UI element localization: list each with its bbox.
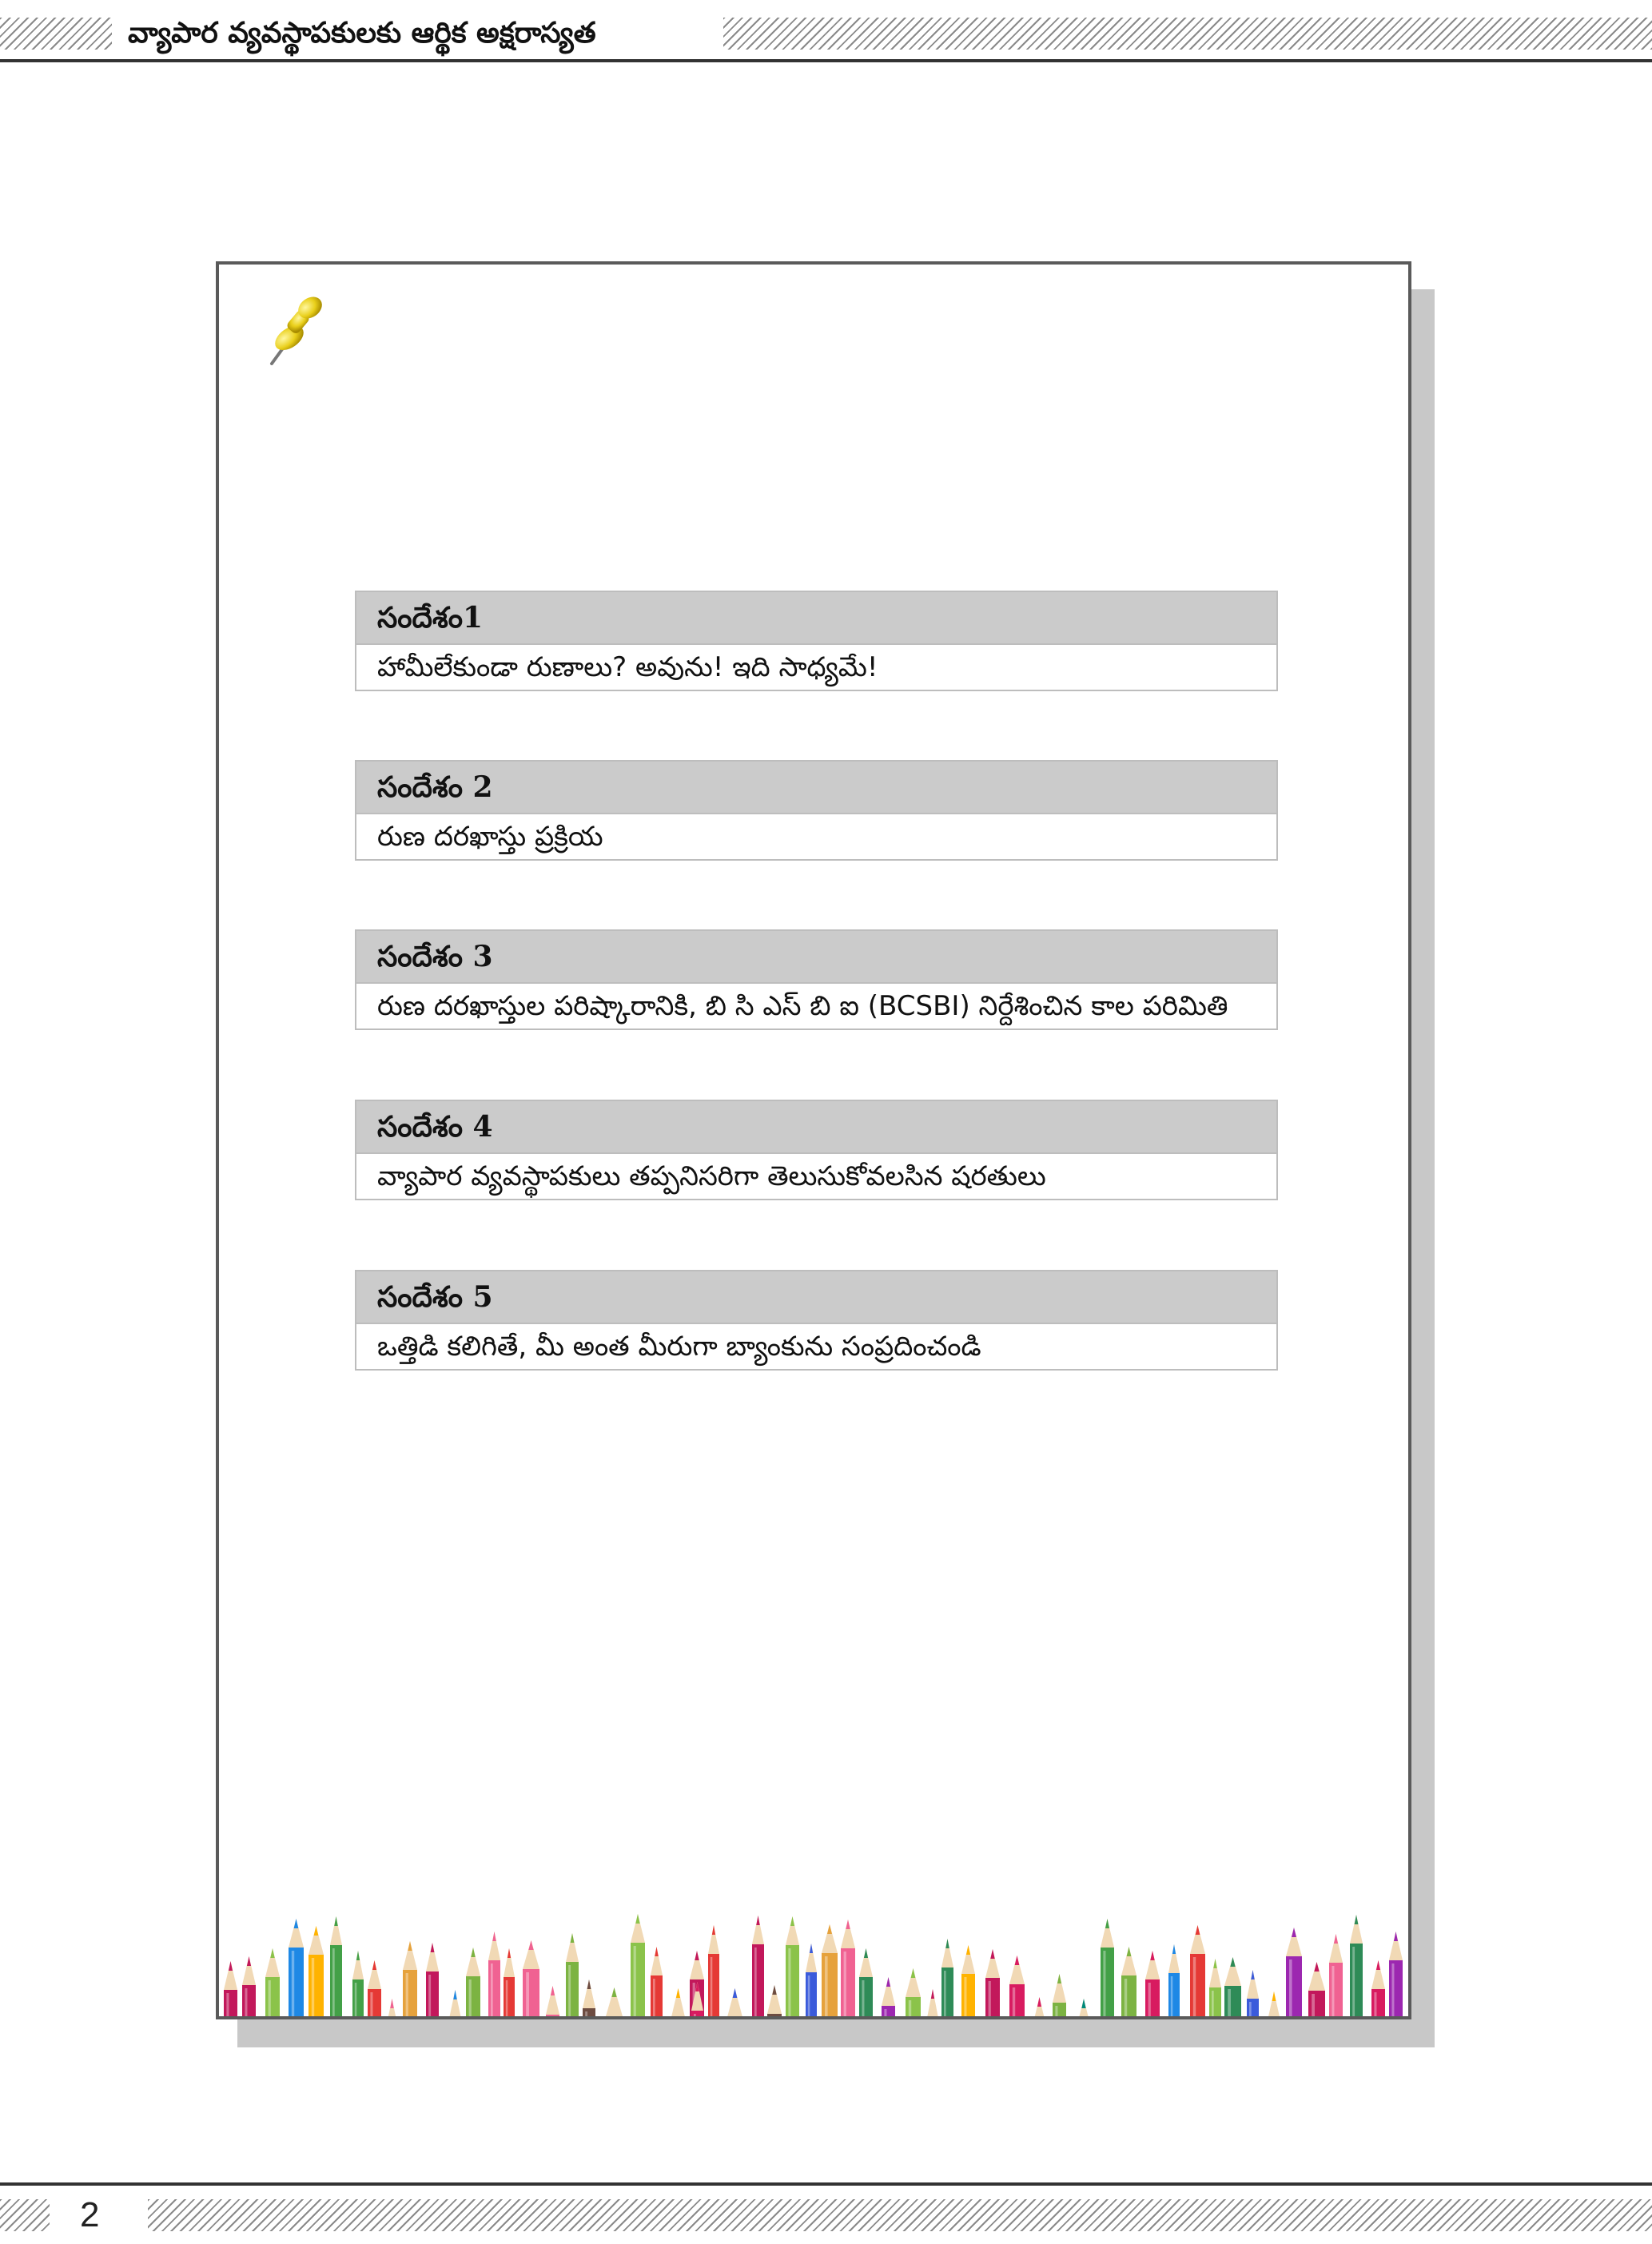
pencil [961, 1945, 975, 2016]
pencil [631, 1914, 645, 2016]
pencil [806, 1944, 817, 2016]
pencil [309, 1926, 324, 2016]
pencil [523, 1940, 539, 2016]
message-title: సందేశం1 [356, 592, 1276, 645]
pencil [1101, 1919, 1114, 2016]
pencil [859, 1948, 873, 2016]
message-text: రుణ దరఖాస్తు ప్రక్రియ [377, 821, 603, 853]
pencil [426, 1943, 439, 2016]
pencil [1121, 1947, 1136, 2016]
pencil [767, 1985, 782, 2016]
pencil [583, 1979, 595, 2016]
pencil [224, 1961, 237, 2016]
pencil [1145, 1951, 1160, 2016]
pencil [1350, 1915, 1363, 2016]
pencil [1190, 1925, 1205, 2016]
footer-rule [0, 2182, 1652, 2186]
message-title: సందేశం 2 [356, 762, 1276, 814]
message-text: హామీలేకుండా రుణాలు? అవును! ఇది సాధ్యమే! [377, 651, 878, 683]
pencil [941, 1939, 953, 2016]
footer-hatch-right [148, 2199, 1652, 2231]
pencil [368, 1960, 381, 2016]
pencil [1053, 1974, 1066, 2016]
pencil [822, 1924, 838, 2016]
pencil [1033, 1997, 1046, 2016]
messages-card [216, 261, 1411, 2019]
pencil [985, 1949, 1000, 2016]
pencil [927, 1989, 938, 2016]
pencil [651, 1947, 663, 2016]
pencil [1371, 1960, 1385, 2016]
header-hatch-right [723, 18, 1652, 50]
colored-pencils-border [219, 1864, 1408, 2016]
pencil [330, 1916, 342, 2016]
pencil [1168, 1944, 1180, 2016]
pencil [504, 1948, 515, 2016]
pencil [352, 1951, 364, 2016]
pencil [289, 1919, 304, 2016]
pushpin-icon [267, 288, 331, 368]
pencil [752, 1916, 764, 2016]
message-title: సందేశం 4 [356, 1101, 1276, 1154]
pencil [1308, 1962, 1325, 2016]
message-text: రుణ దరఖాస్తుల పరిష్కారానికి, బి సి ఎస్ బి ఐ (BCSBI) నిర్దేశించిన కాల పరిమితి [377, 990, 1228, 1022]
page-number: 2 [80, 2195, 100, 2234]
pencil [786, 1916, 799, 2016]
pencil [1389, 1932, 1403, 2016]
message-text: ఒత్తిడి కలిగితే, మీ అంత మీరుగా బ్యాంకును సంప్రదించండి [377, 1331, 981, 1363]
pencil [386, 1999, 398, 2016]
message-box-5 [355, 1270, 1278, 1371]
pencil [1077, 1999, 1091, 2016]
pencil [242, 1956, 256, 2016]
pencil [1209, 1959, 1221, 2016]
message-text: వ్యాపార వ్యవస్థాపకులు తప్పనిసరిగా తెలుసుకోవలసిన షరతులు [377, 1160, 1046, 1192]
message-box-1 [355, 591, 1278, 691]
message-title: సందేశం 5 [356, 1271, 1276, 1324]
header-rule [0, 59, 1652, 62]
pencil [671, 1988, 685, 2016]
pencil [708, 1925, 719, 2016]
pencil [566, 1933, 579, 2016]
pencil [449, 1990, 461, 2016]
pencil [1268, 1991, 1280, 2016]
message-title: సందేశం 3 [356, 931, 1276, 984]
pencil [466, 1948, 480, 2016]
pencil [906, 1968, 921, 2016]
pencil [606, 1987, 623, 2016]
pencil [882, 1977, 895, 2016]
pencil [1329, 1934, 1343, 2016]
pencil [546, 1986, 559, 2016]
header-title: వ్యాపార వ్యవస్థాపకులకు ఆర్థిక అక్షరాస్యత [128, 17, 596, 50]
pencil [1286, 1928, 1302, 2016]
pencil [1247, 1970, 1259, 2016]
pencil [1009, 1956, 1025, 2016]
pencil [727, 1988, 742, 2016]
header-hatch-left [0, 18, 112, 50]
pencil [403, 1941, 417, 2016]
pencil [488, 1932, 500, 2016]
pencil [265, 1948, 280, 2016]
message-box-4 [355, 1100, 1278, 1200]
footer-hatch-left [0, 2199, 50, 2231]
message-box-2 [355, 760, 1278, 861]
pencil [841, 1920, 855, 2016]
message-box-3 [355, 929, 1278, 1030]
pencil [1224, 1957, 1241, 2016]
